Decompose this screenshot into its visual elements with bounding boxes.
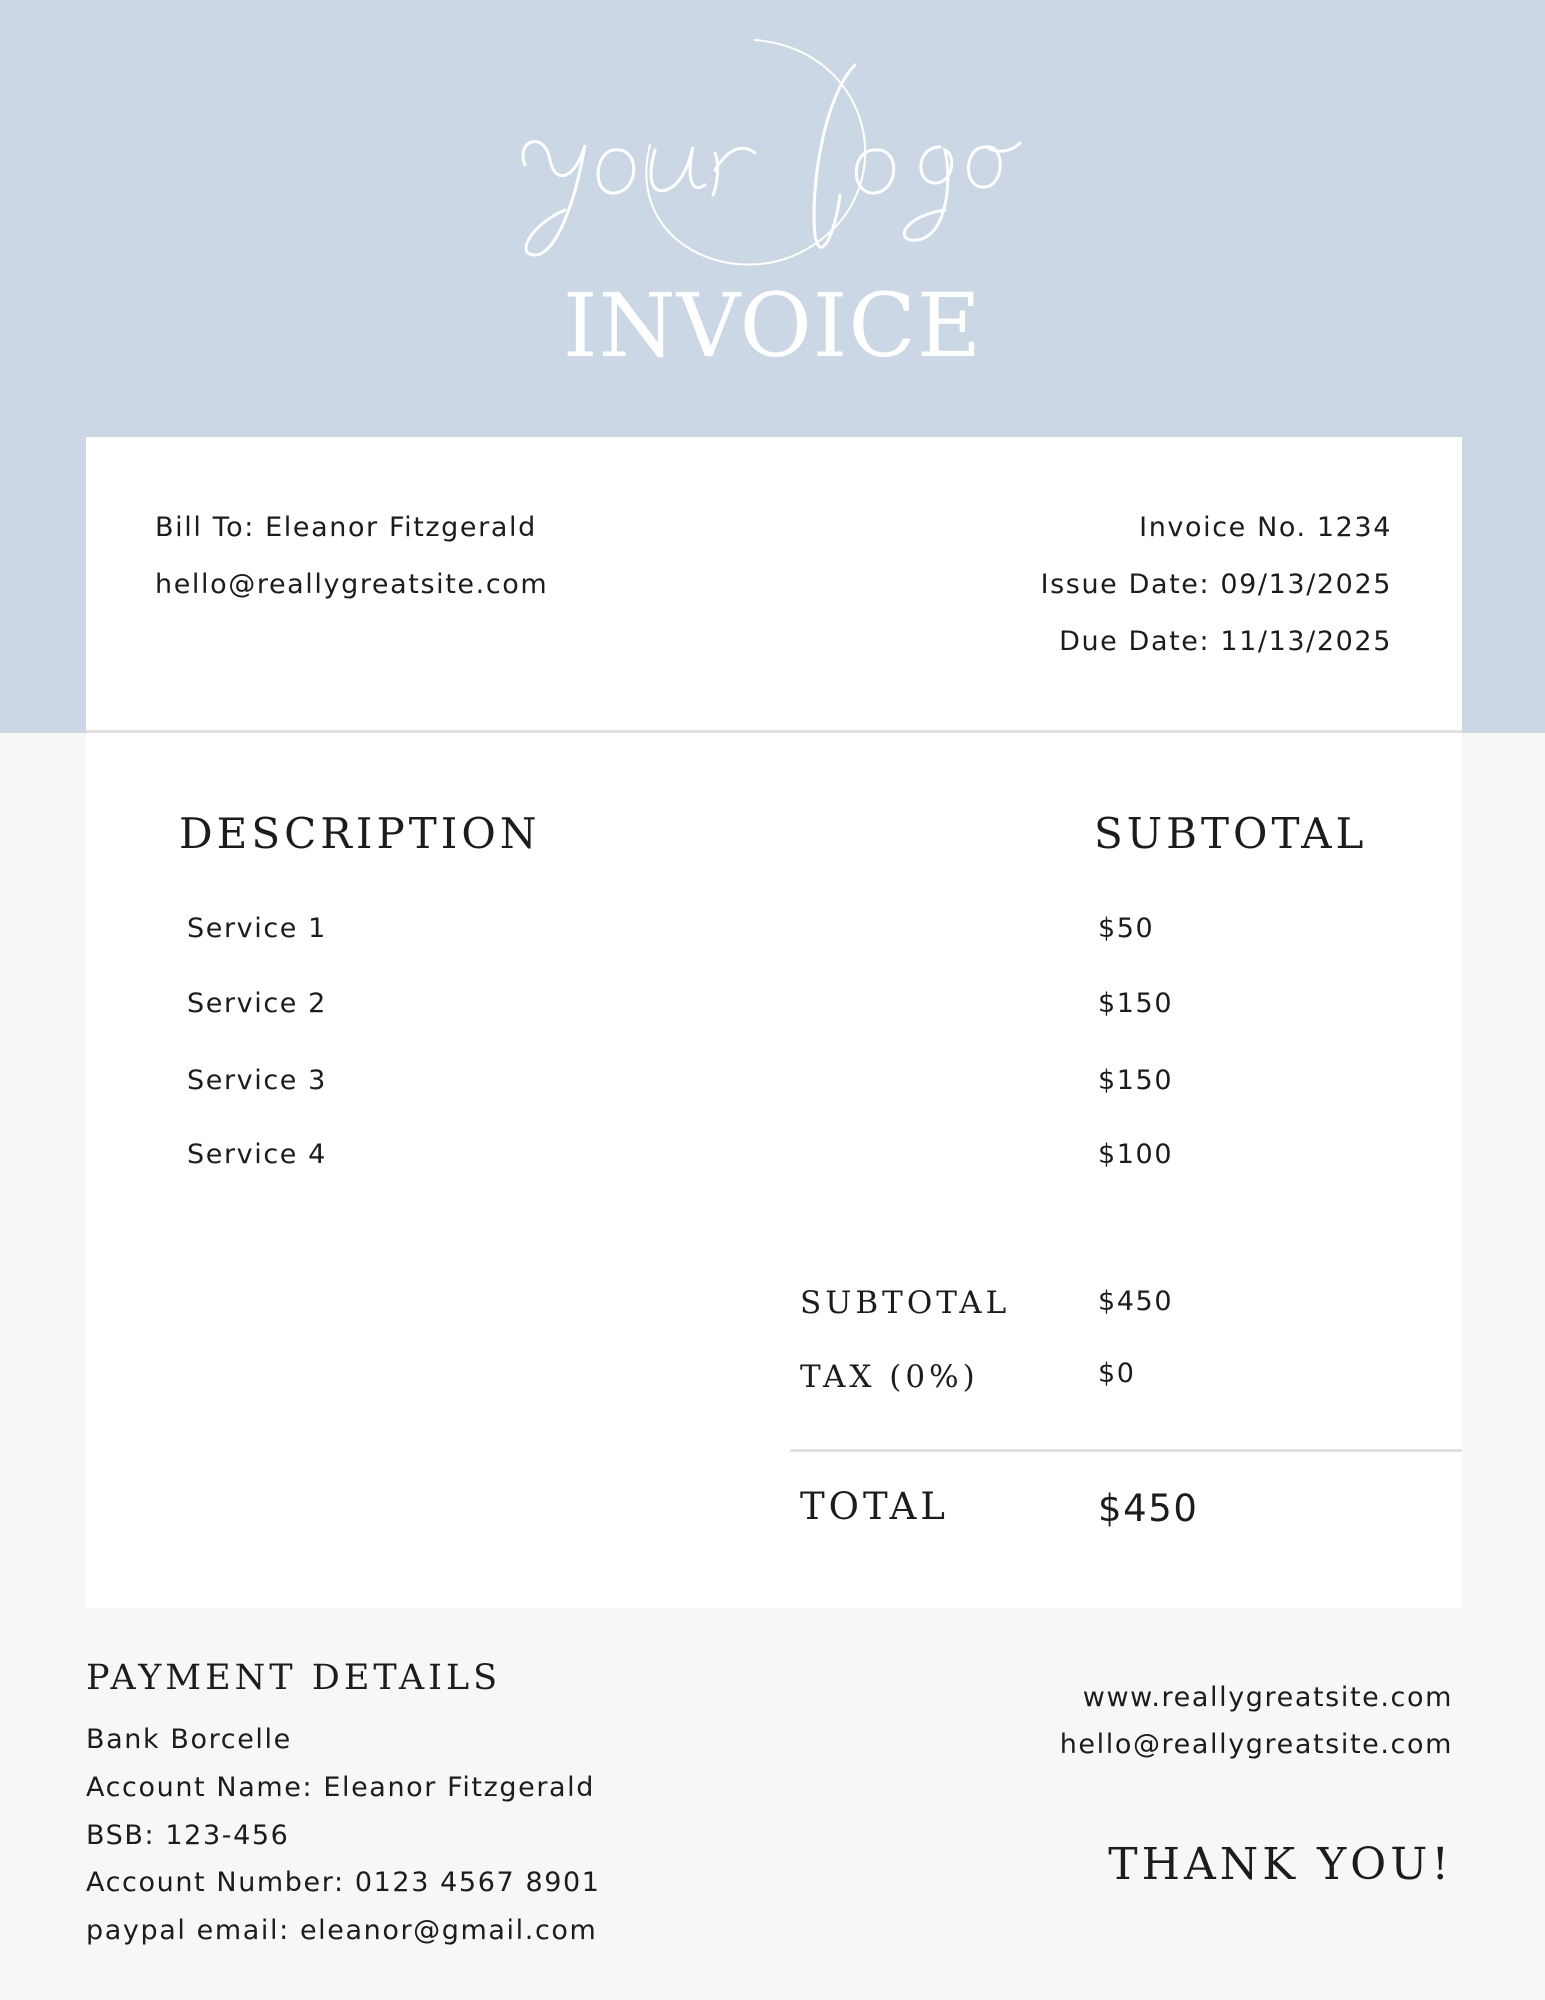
table-row-description: Service 3 <box>187 1065 327 1096</box>
bill-to-name: Bill To: Eleanor Fitzgerald <box>155 512 537 543</box>
table-row-amount: $150 <box>1098 988 1174 1019</box>
total-label: TOTAL <box>800 1485 949 1528</box>
tax-label: TAX (0%) <box>800 1359 979 1395</box>
thank-you: THANK YOU! <box>1108 1839 1453 1890</box>
summary-subtotal-value: $450 <box>1098 1286 1174 1317</box>
contact-email-link[interactable]: hello@reallygreatsite.com <box>1059 1729 1453 1760</box>
logo-image <box>505 35 1025 275</box>
subtotal-header: SUBTOTAL <box>1094 809 1368 858</box>
table-row-amount: $100 <box>1098 1139 1174 1170</box>
account-number: Account Number: 0123 4567 8901 <box>86 1867 601 1898</box>
bsb: BSB: 123-456 <box>86 1820 290 1851</box>
tax-value: $0 <box>1098 1358 1136 1389</box>
website-link[interactable]: www.reallygreatsite.com <box>1082 1682 1453 1713</box>
table-row-description: Service 2 <box>187 988 327 1019</box>
invoice-title: INVOICE <box>562 274 983 377</box>
total-divider <box>790 1449 1462 1452</box>
section-divider <box>86 730 1462 733</box>
account-name: Account Name: Eleanor Fitzgerald <box>86 1772 596 1803</box>
table-row-amount: $150 <box>1098 1065 1174 1096</box>
table-row-description: Service 4 <box>187 1139 327 1170</box>
bill-to-email: hello@reallygreatsite.com <box>155 569 549 600</box>
issue-date: Issue Date: 09/13/2025 <box>1040 569 1392 600</box>
description-header: DESCRIPTION <box>179 809 541 858</box>
table-row-amount: $50 <box>1098 913 1155 944</box>
total-value: $450 <box>1098 1487 1199 1530</box>
invoice-number: Invoice No. 1234 <box>1139 512 1392 543</box>
invoice-card <box>86 437 1462 1608</box>
paypal-email: paypal email: eleanor@gmail.com <box>86 1915 598 1946</box>
payment-details-heading: PAYMENT DETAILS <box>86 1658 502 1698</box>
bank-name: Bank Borcelle <box>86 1724 292 1755</box>
summary-subtotal-label: SUBTOTAL <box>800 1285 1011 1321</box>
due-date: Due Date: 11/13/2025 <box>1059 626 1392 657</box>
table-row-description: Service 1 <box>187 913 327 944</box>
